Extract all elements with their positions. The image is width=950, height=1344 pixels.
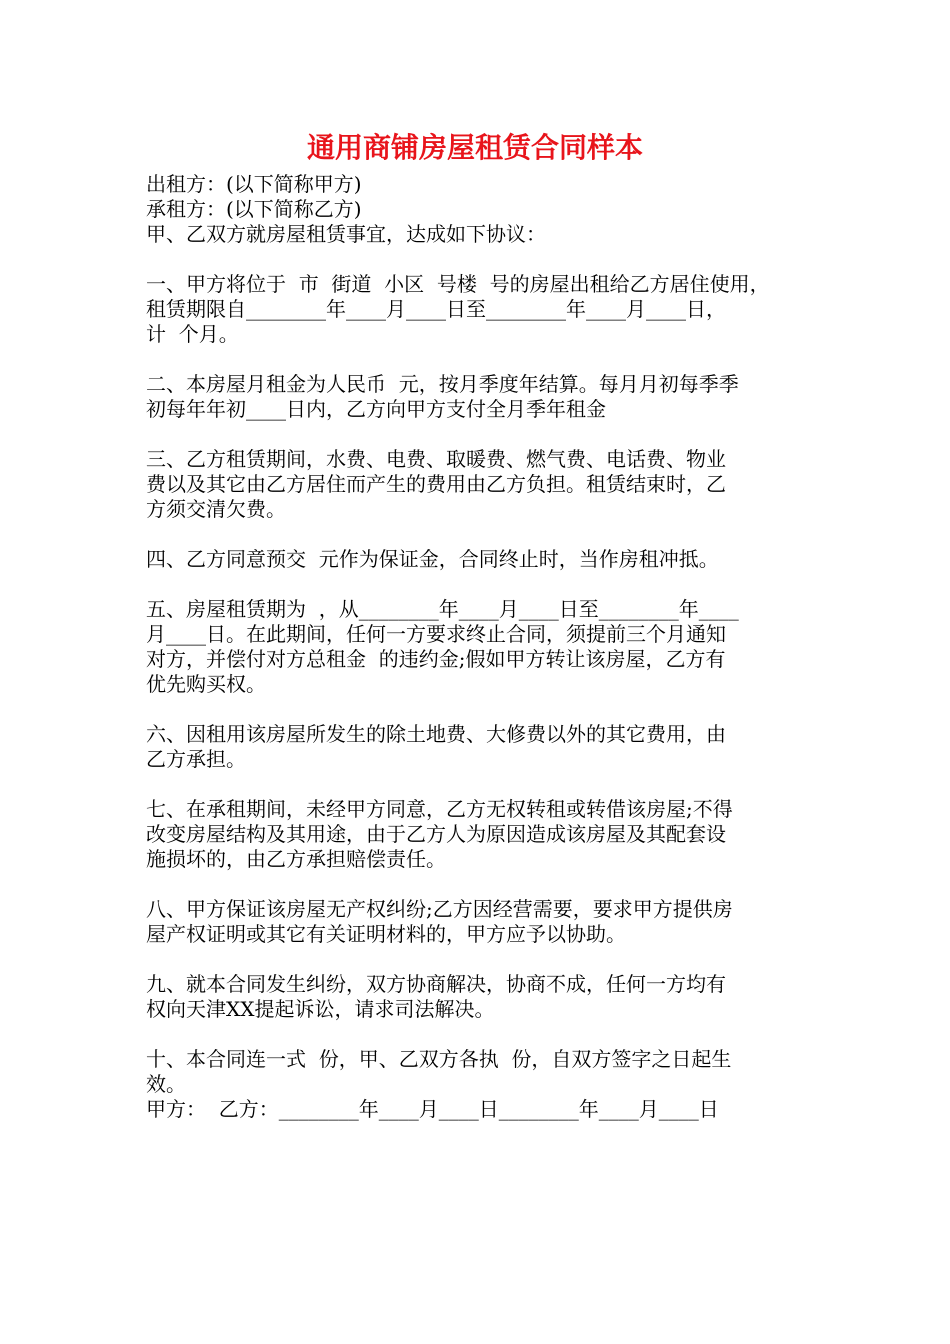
clause-line: 三、乙方租赁期间，水费、电费、取暖费、燃气费、电话费、物业 — [146, 447, 726, 471]
clause-line: 十、本合同连一式 份，甲、乙双方各执 份，自双方签字之日起生 — [146, 1047, 732, 1071]
clause-line: 八、甲方保证该房屋无产权纠纷;乙方因经营需要，要求甲方提供房 — [146, 897, 733, 921]
clause-2 — [146, 372, 810, 422]
clause-6 — [146, 722, 810, 772]
signature-line: 甲方： 乙方：________年____月____日________年____月____日 — [146, 1097, 719, 1121]
clause-line: 租赁期限自________年____月____日至________年____月____日， — [146, 297, 726, 321]
clause-line: 七、在承租期间，未经甲方同意，乙方无权转租或转借该房屋;不得 — [146, 797, 733, 821]
clause-9 — [146, 972, 810, 1022]
clause-line: 乙方承担。 — [146, 747, 246, 771]
clause-3 — [146, 447, 810, 522]
lessee-line: 承租方：(以下简称乙方) — [146, 197, 362, 221]
clause-line: 月____日。在此期间，任何一方要求终止合同，须提前三个月通知 — [146, 622, 726, 646]
clause-line: 初每年年初____日内，乙方向甲方支付全月季年租金 — [146, 397, 606, 421]
clause-10 — [146, 1047, 810, 1097]
clause-line: 对方，并偿付对方总租金 的违约金;假如甲方转让该房屋，乙方有 — [146, 647, 726, 671]
clause-line: 效。 — [146, 1072, 186, 1096]
clause-line: 计 个月。 — [146, 322, 239, 346]
clause-line: 六、因租用该房屋所发生的除土地费、大修费以外的其它费用，由 — [146, 722, 726, 746]
clause-line: 五、房屋租赁期为 ，从________年____月____日至________年____ — [146, 597, 739, 621]
clause-line: 方须交清欠费。 — [146, 497, 286, 521]
clause-7 — [146, 797, 810, 872]
clause-4 — [146, 547, 810, 572]
clause-8 — [146, 897, 810, 947]
clause-line: 费以及其它由乙方居住而产生的费用由乙方负担。租赁结束时，乙 — [146, 472, 726, 496]
contract-body — [146, 172, 810, 1122]
clause-line: 施损坏的，由乙方承担赔偿责任。 — [146, 847, 446, 871]
clause-line: 改变房屋结构及其用途，由于乙方人为原因造成该房屋及其配套设 — [146, 822, 726, 846]
clause-1 — [146, 272, 810, 347]
clause-line: 九、就本合同发生纠纷，双方协商解决，协商不成，任何一方均有 — [146, 972, 726, 996]
clause-line: 二、本房屋月租金为人民币 元，按月季度年结算。每月月初每季季 — [146, 372, 739, 396]
clause-line: 权向天津XX提起诉讼，请求司法解决。 — [146, 997, 495, 1021]
blank-line — [146, 247, 810, 272]
clause-line: 四、乙方同意预交 元作为保证金，合同终止时，当作房租冲抵。 — [146, 547, 719, 571]
clause-line: 屋产权证明或其它有关证明材料的，甲方应予以协助。 — [146, 922, 626, 946]
clause-line: 优先购买权。 — [146, 672, 266, 696]
lessor-line: 出租方：(以下简称甲方) — [146, 172, 362, 196]
clause-line: 一、甲方将位于 市 街道 小区 号楼 号的房屋出租给乙方居住使用， — [146, 272, 770, 296]
clause-5 — [146, 597, 810, 697]
document-title: 通用商铺房屋租赁合同样本 — [306, 131, 643, 164]
agreement-intro-line: 甲、乙双方就房屋租赁事宜，达成如下协议： — [146, 222, 546, 246]
